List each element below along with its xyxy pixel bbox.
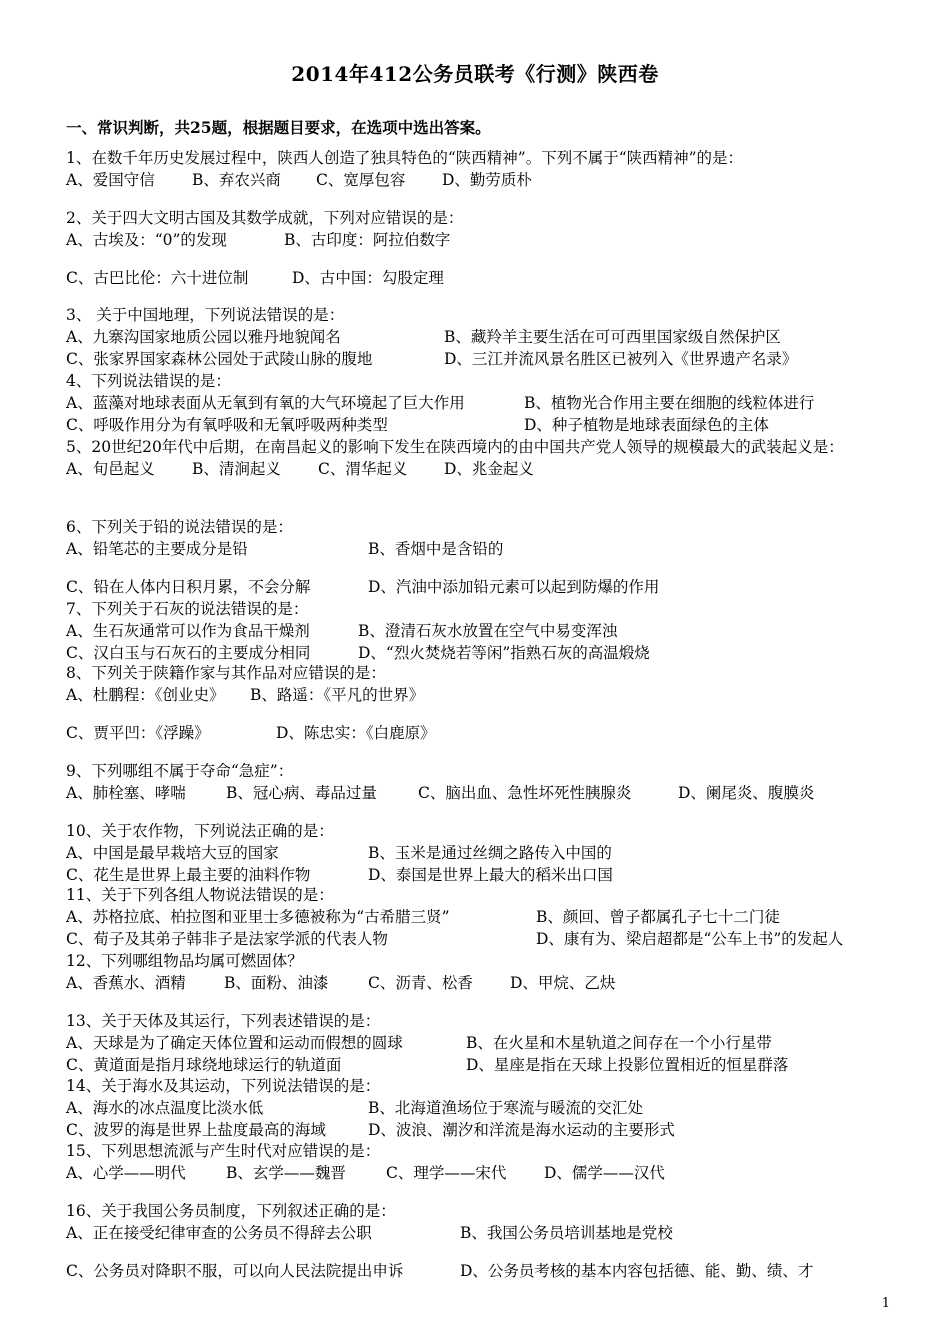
option-a: A、肺栓塞、哮喘 (66, 784, 186, 802)
option-b: B、藏羚羊主要生活在可可西里国家级自然保护区 (444, 328, 781, 346)
question-14 (66, 1075, 896, 1141)
question-stem: 16、关于我国公务员制度，下列叙述正确的是： (66, 1202, 396, 1220)
question-stem: 5、20世纪20年代中后期，在南昌起义的影响下发生在陕西境内的由中国共产党人领导的规模最大的武装起义是： (66, 438, 844, 456)
option-a: A、铅笔芯的主要成分是铅 (66, 540, 248, 558)
question-stem: 12、下列哪组物品均属可燃固体？ (66, 952, 303, 970)
option-b: B、路遥：《平凡的世界》 (250, 686, 425, 704)
question-13 (66, 1010, 896, 1076)
option-c: C、黄道面是指月球绕地球运行的轨道面 (66, 1056, 342, 1074)
option-a: A、九寨沟国家地质公园以雅丹地貌闻名 (66, 328, 341, 346)
question-7 (66, 598, 896, 664)
option-b: B、我国公务员培训基地是党校 (460, 1224, 673, 1242)
document-title: 2014年412公务员联考《行测》陕西卷 (291, 62, 659, 86)
question-3 (66, 304, 896, 370)
question-10 (66, 820, 896, 886)
option-b: B、颜回、曾子都属孔子七十二门徒 (536, 908, 780, 926)
question-stem: 11、关于下列各组人物说法错误的是： (66, 886, 334, 904)
question-stem: 7、下列关于石灰的说法错误的是： (66, 600, 309, 618)
option-c: C、贾平凹：《浮躁》 (66, 724, 210, 742)
question-6 (66, 516, 896, 598)
option-c: C、古巴比伦：六十进位制 (66, 269, 249, 287)
question-16 (66, 1200, 896, 1282)
option-a: A、古埃及：“0”的发现 (66, 231, 227, 249)
option-d: D、三江并流风景名胜区已被列入《世界遗产名录》 (444, 350, 798, 368)
question-stem: 10、关于农作物，下列说法正确的是： (66, 822, 334, 840)
option-b: B、澄清石灰水放置在空气中易变浑浊 (358, 622, 618, 640)
question-stem: 3、 关于中国地理，下列说法错误的是： (66, 306, 345, 324)
option-c: C、脑出血、急性坏死性胰腺炎 (418, 784, 632, 802)
option-d: D、古中国：勾股定理 (292, 269, 444, 287)
option-c: C、渭华起义 (318, 460, 408, 478)
option-c: C、呼吸作用分为有氧呼吸和无氧呼吸两种类型 (66, 416, 388, 434)
option-c: C、荀子及其弟子韩非子是法家学派的代表人物 (66, 930, 388, 948)
question-11 (66, 884, 896, 950)
option-a: A、香蕉水、酒精 (66, 974, 186, 992)
question-stem: 1、在数千年历史发展过程中，陕西人创造了独具特色的“陕西精神”。下列不属于“陕西精神”的是： (66, 149, 744, 167)
option-d: D、星座是指在天球上投影位置相近的恒星群落 (466, 1056, 789, 1074)
question-stem: 13、关于天体及其运行，下列表述错误的是： (66, 1012, 381, 1030)
option-b: B、在火星和木星轨道之间存在一个小行星带 (466, 1034, 772, 1052)
page-number: 1 (881, 1296, 890, 1311)
option-d: D、公务员考核的基本内容包括德、能、勤、绩、才 (460, 1262, 814, 1280)
option-a: A、天球是为了确定天体位置和运动而假想的圆球 (66, 1034, 403, 1052)
option-c: C、宽厚包容 (316, 171, 406, 189)
option-a: A、生石灰通常可以作为食品干燥剂 (66, 622, 310, 640)
question-15 (66, 1140, 896, 1184)
question-stem: 15、下列思想流派与产生时代对应错误的是： (66, 1142, 381, 1160)
option-b: B、玉米是通过丝绸之路传入中国的 (368, 844, 612, 862)
option-b: B、香烟中是含铅的 (368, 540, 504, 558)
option-a: A、海水的冰点温度比淡水低 (66, 1099, 264, 1117)
option-d: D、阑尾炎、腹膜炎 (678, 784, 815, 802)
question-stem: 8、下列关于陕籍作家与其作品对应错误的是： (66, 664, 386, 682)
option-c: C、铅在人体内日积月累，不会分解 (66, 578, 311, 596)
option-c: C、理学——宋代 (386, 1164, 507, 1182)
option-d: D、“烈火焚烧若等闲”指熟石灰的高温煅烧 (358, 644, 650, 662)
option-b: B、北海道渔场位于寒流与暖流的交汇处 (368, 1099, 643, 1117)
section-heading: 一、常识判断，共25题，根据题目要求，在选项中选出答案。 (66, 118, 491, 137)
option-a: A、旬邑起义 (66, 460, 155, 478)
option-d: D、泰国是世界上最大的稻米出口国 (368, 866, 613, 884)
option-b: B、弃农兴商 (192, 171, 281, 189)
question-stem: 6、下列关于铅的说法错误的是： (66, 518, 293, 536)
question-2 (66, 207, 896, 289)
option-a: A、中国是最早栽培大豆的国家 (66, 844, 279, 862)
option-d: D、兆金起义 (444, 460, 534, 478)
option-b: B、清涧起义 (192, 460, 281, 478)
option-a: A、杜鹏程：《创业史》 (66, 686, 225, 704)
option-d: D、汽油中添加铅元素可以起到防爆的作用 (368, 578, 660, 596)
question-1 (66, 147, 896, 191)
option-b: B、冠心病、毒品过量 (226, 784, 377, 802)
question-stem: 4、下列说法错误的是： (66, 372, 231, 390)
question-8 (66, 662, 896, 744)
question-4 (66, 370, 896, 436)
option-c: C、波罗的海是世界上盐度最高的海域 (66, 1121, 326, 1139)
question-5 (66, 436, 896, 480)
option-b: B、面粉、油漆 (224, 974, 329, 992)
option-d: D、甲烷、乙炔 (510, 974, 616, 992)
option-d: D、波浪、潮汐和洋流是海水运动的主要形式 (368, 1121, 675, 1139)
option-b: B、植物光合作用主要在细胞的线粒体进行 (524, 394, 815, 412)
option-d: D、康有为、梁启超都是“公车上书”的发起人 (536, 930, 844, 948)
question-stem: 9、下列哪组不属于夺命“急症”： (66, 762, 294, 780)
option-c: C、张家界国家森林公园处于武陵山脉的腹地 (66, 350, 373, 368)
option-a: A、苏格拉底、柏拉图和亚里士多德被称为“古希腊三贤” (66, 908, 450, 926)
option-c: C、花生是世界上最主要的油料作物 (66, 866, 311, 884)
option-c: C、沥青、松香 (368, 974, 473, 992)
question-stem: 2、关于四大文明古国及其数学成就，下列对应错误的是： (66, 209, 464, 227)
option-b: B、玄学——魏晋 (226, 1164, 346, 1182)
option-d: D、种子植物是地球表面绿色的主体 (524, 416, 769, 434)
option-d: D、勤劳质朴 (442, 171, 532, 189)
option-a: A、爱国守信 (66, 171, 155, 189)
option-a: A、正在接受纪律审查的公务员不得辞去公职 (66, 1224, 372, 1242)
question-stem: 14、关于海水及其运动，下列说法错误的是： (66, 1077, 381, 1095)
option-a: A、心学——明代 (66, 1164, 186, 1182)
question-12 (66, 950, 896, 994)
option-c: C、汉白玉与石灰石的主要成分相同 (66, 644, 311, 662)
option-d: D、儒学——汉代 (544, 1164, 665, 1182)
question-9 (66, 760, 896, 804)
option-d: D、陈忠实：《白鹿原》 (276, 724, 436, 742)
option-c: C、公务员对降职不服，可以向人民法院提出申诉 (66, 1262, 404, 1280)
option-b: B、古印度：阿拉伯数字 (284, 231, 451, 249)
option-a: A、蓝藻对地球表面从无氧到有氧的大气环境起了巨大作用 (66, 394, 465, 412)
